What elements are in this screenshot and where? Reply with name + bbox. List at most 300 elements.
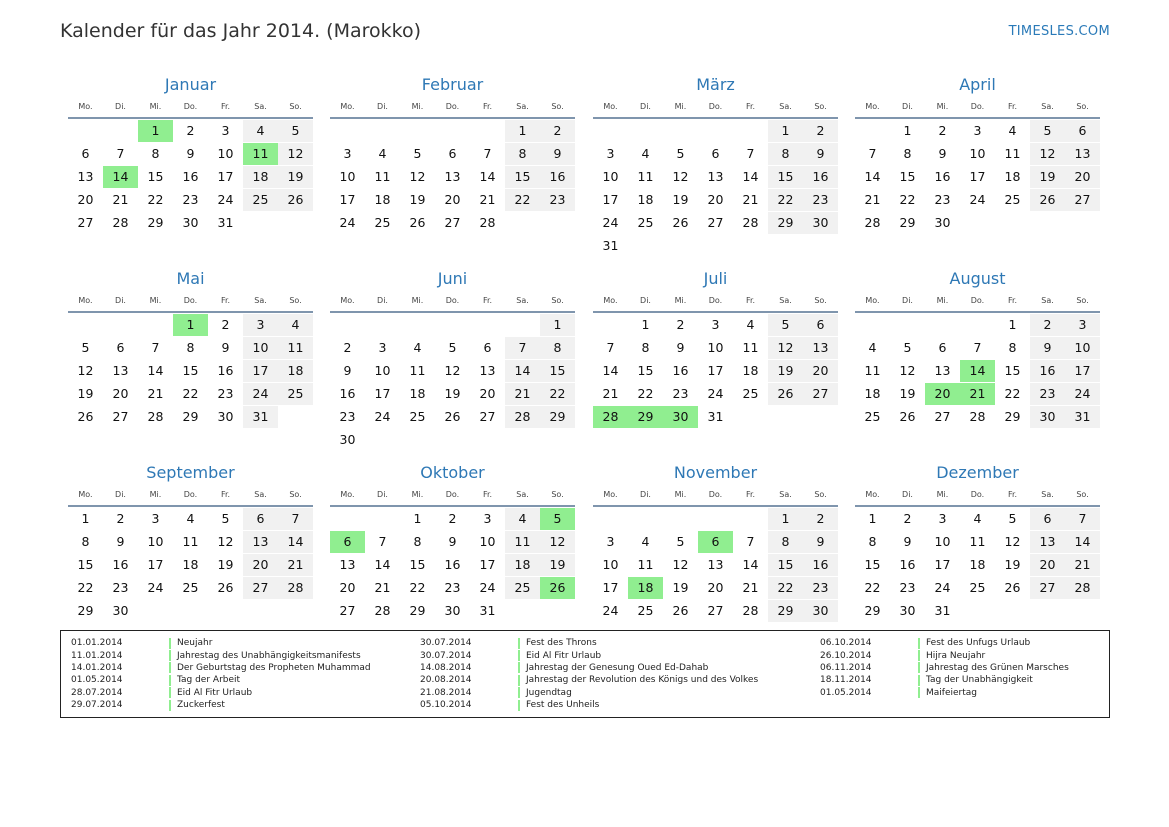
day-cell: 30 [803, 600, 838, 622]
week-row [330, 166, 575, 188]
holiday-marker [918, 662, 920, 673]
day-cell: 8 [186, 340, 195, 355]
day-cell: 6 [1030, 508, 1065, 530]
empty-cell [733, 406, 768, 428]
day-cell: 17 [969, 169, 986, 184]
week-row [593, 508, 838, 530]
weekday-label: Mo. [865, 296, 880, 305]
empty-cell [768, 406, 803, 428]
holiday-row [71, 699, 371, 711]
holiday-marker [169, 662, 171, 673]
day-cell: 14 [864, 169, 881, 184]
holiday-row [820, 637, 1069, 649]
day-cell: 17 [1065, 360, 1100, 382]
empty-cell [435, 429, 470, 451]
holiday-column [71, 637, 371, 711]
empty-cell [400, 429, 435, 451]
day-cell: 25 [374, 215, 391, 230]
weekday-label: Do. [183, 102, 198, 111]
day-cell: 13 [112, 363, 129, 378]
day-cell: 9 [1030, 337, 1065, 359]
weekday-label: Fr. [220, 102, 231, 111]
day-cell: 23 [112, 580, 129, 595]
holiday-date: 29.07.2014 [71, 700, 123, 711]
day-cell: 13 [444, 169, 461, 184]
day-cell: 10 [602, 557, 619, 572]
day-cell: 10 [934, 534, 951, 549]
day-cell: 21 [864, 192, 881, 207]
empty-cell [803, 235, 838, 257]
day-cell: 5 [676, 146, 685, 161]
day-cell: 11 [182, 534, 199, 549]
holiday-marker [518, 638, 520, 649]
day-cell: 13 [707, 169, 724, 184]
day-cell: 16 [803, 166, 838, 188]
weekday-label: Di. [640, 490, 651, 499]
day-cell: 27 [77, 215, 94, 230]
week-row [330, 383, 575, 405]
day-cell: 4 [641, 534, 650, 549]
day-cell: 20 [339, 580, 356, 595]
day-cell: 13 [934, 363, 951, 378]
day-cell: 28 [278, 577, 313, 599]
empty-cell [733, 120, 768, 142]
day-cell: 5 [676, 534, 685, 549]
weekday-label: So. [551, 296, 564, 305]
day-cell: 9 [938, 146, 947, 161]
day-cell: 12 [672, 169, 689, 184]
day-cell: 11 [374, 169, 391, 184]
day-cell: 5 [81, 340, 90, 355]
month-4 [68, 266, 313, 428]
day-cell: 14 [960, 360, 995, 382]
day-cell: 22 [768, 189, 803, 211]
day-cell: 19 [768, 360, 803, 382]
day-cell: 19 [540, 554, 575, 576]
day-cell: 27 [339, 603, 356, 618]
weekday-label: Fr. [482, 102, 493, 111]
day-cell: 29 [409, 603, 426, 618]
day-cell: 16 [112, 557, 129, 572]
week-row [593, 577, 838, 599]
empty-cell [68, 120, 103, 142]
weekday-label: Do. [708, 102, 723, 111]
day-cell: 14 [479, 169, 496, 184]
day-cell: 19 [899, 386, 916, 401]
day-cell: 30 [803, 212, 838, 234]
day-cell: 15 [182, 363, 199, 378]
day-cell: 7 [116, 146, 125, 161]
week-row [855, 143, 1100, 165]
day-cell: 22 [768, 577, 803, 599]
weekday-label: Mo. [78, 490, 93, 499]
weekday-label: Mo. [865, 102, 880, 111]
day-cell: 12 [540, 531, 575, 553]
day-cell: 7 [746, 146, 755, 161]
day-cell: 21 [278, 554, 313, 576]
month-5 [330, 266, 575, 451]
day-cell: 28 [593, 406, 628, 428]
empty-cell [365, 314, 400, 336]
day-cell: 11 [742, 340, 759, 355]
day-cell: 11 [1004, 146, 1021, 161]
empty-cell [925, 314, 960, 336]
day-cell: 31 [1065, 406, 1100, 428]
empty-cell [103, 314, 138, 336]
day-cell: 31 [602, 238, 619, 253]
weekday-label: Mi. [936, 296, 949, 305]
day-cell: 29 [864, 603, 881, 618]
day-cell: 18 [742, 363, 759, 378]
day-cell: 19 [409, 192, 426, 207]
month-name: August [949, 269, 1006, 288]
week-row [593, 406, 838, 428]
day-cell: 11 [409, 363, 426, 378]
weekday-label: Di. [640, 102, 651, 111]
day-cell: 1 [138, 120, 173, 142]
weekday-label: So. [1076, 102, 1089, 111]
day-cell: 18 [505, 554, 540, 576]
day-cell: 30 [444, 603, 461, 618]
holiday-row [820, 662, 1069, 674]
empty-cell [330, 120, 365, 142]
month-name: Mai [176, 269, 205, 288]
day-cell: 5 [903, 340, 912, 355]
weekday-label: Do. [970, 102, 985, 111]
weekday-label: Do. [708, 296, 723, 305]
weekday-label: Sa. [516, 490, 529, 499]
day-cell: 13 [339, 557, 356, 572]
day-cell: 5 [1030, 120, 1065, 142]
day-cell: 29 [899, 215, 916, 230]
day-cell: 11 [278, 337, 313, 359]
empty-cell [278, 406, 313, 428]
day-cell: 3 [343, 146, 352, 161]
day-cell: 15 [77, 557, 94, 572]
day-cell: 16 [444, 557, 461, 572]
weekday-label: Do. [708, 490, 723, 499]
weekday-label: Mi. [411, 490, 424, 499]
day-cell: 7 [746, 534, 755, 549]
empty-cell [470, 314, 505, 336]
day-cell: 15 [540, 360, 575, 382]
day-cell: 4 [413, 340, 422, 355]
day-cell: 7 [868, 146, 877, 161]
day-cell: 16 [672, 363, 689, 378]
holiday-marker [918, 675, 920, 686]
month-name: Dezember [936, 463, 1019, 482]
weekday-label: Sa. [254, 102, 267, 111]
month-2 [593, 72, 838, 257]
empty-cell [435, 120, 470, 142]
day-cell: 25 [182, 580, 199, 595]
weekday-label: Mi. [674, 296, 687, 305]
weekday-label: Mo. [603, 490, 618, 499]
day-cell: 20 [243, 554, 278, 576]
day-cell: 4 [973, 511, 982, 526]
empty-cell [960, 212, 995, 234]
weekday-label: Mi. [674, 102, 687, 111]
week-row [68, 554, 313, 576]
day-cell: 5 [278, 120, 313, 142]
holiday-marker [918, 687, 920, 698]
weekday-label: Mo. [340, 102, 355, 111]
day-cell: 4 [278, 314, 313, 336]
day-cell: 26 [672, 215, 689, 230]
day-cell: 26 [540, 577, 575, 599]
holiday-marker [169, 687, 171, 698]
empty-cell [330, 508, 365, 530]
day-cell: 8 [768, 531, 803, 553]
day-cell: 19 [1030, 166, 1065, 188]
day-cell: 28 [742, 215, 759, 230]
day-cell: 29 [628, 406, 663, 428]
week-row [855, 166, 1100, 188]
day-cell: 1 [641, 317, 650, 332]
day-cell: 17 [339, 192, 356, 207]
day-cell: 12 [768, 337, 803, 359]
weekday-label: So. [1076, 296, 1089, 305]
day-cell: 31 [934, 603, 951, 618]
weekday-label: Sa. [779, 490, 792, 499]
empty-cell [733, 508, 768, 530]
holiday-date: 20.08.2014 [420, 675, 472, 686]
week-row [593, 531, 838, 553]
weekday-label: Di. [902, 102, 913, 111]
day-cell: 1 [173, 314, 208, 336]
day-cell: 6 [1065, 120, 1100, 142]
weekday-label: Mi. [149, 490, 162, 499]
empty-cell [435, 314, 470, 336]
day-cell: 28 [742, 603, 759, 618]
day-cell: 20 [1065, 166, 1100, 188]
week-row [855, 406, 1100, 428]
holiday-name: Jahrestag der Genesung Oued Ed-Dahab [526, 662, 709, 673]
day-cell: 24 [243, 383, 278, 405]
day-cell: 6 [938, 340, 947, 355]
day-cell: 15 [147, 169, 164, 184]
holiday-date: 01.05.2014 [820, 687, 872, 698]
empty-cell [733, 235, 768, 257]
holiday-name: Hijra Neujahr [926, 650, 986, 661]
weekday-label: Fr. [220, 490, 231, 499]
weekday-label: Mi. [936, 102, 949, 111]
weekday-header [330, 485, 575, 507]
weekday-header [330, 97, 575, 119]
empty-cell [365, 429, 400, 451]
weekday-label: Di. [377, 296, 388, 305]
day-cell: 23 [339, 409, 356, 424]
day-cell: 1 [413, 511, 422, 526]
week-row [68, 360, 313, 382]
day-cell: 28 [374, 603, 391, 618]
day-cell: 27 [803, 383, 838, 405]
holiday-name: Jahrestag des Grünen Marsches [926, 662, 1069, 673]
day-cell: 7 [1065, 508, 1100, 530]
holiday-marker [169, 638, 171, 649]
weekday-label: Mi. [149, 102, 162, 111]
week-row [68, 143, 313, 165]
day-cell: 3 [378, 340, 387, 355]
day-cell: 4 [186, 511, 195, 526]
day-cell: 29 [182, 409, 199, 424]
day-cell: 8 [151, 146, 160, 161]
day-cell: 21 [602, 386, 619, 401]
month-10 [593, 460, 838, 622]
day-cell: 24 [934, 580, 951, 595]
day-cell: 3 [938, 511, 947, 526]
empty-cell [138, 314, 173, 336]
day-cell: 28 [969, 409, 986, 424]
day-cell: 17 [147, 557, 164, 572]
day-cell: 6 [711, 146, 720, 161]
day-cell: 25 [864, 409, 881, 424]
empty-cell [890, 314, 925, 336]
day-cell: 7 [483, 146, 492, 161]
day-cell: 28 [505, 406, 540, 428]
empty-cell [628, 508, 663, 530]
day-cell: 8 [540, 337, 575, 359]
week-row [593, 166, 838, 188]
holiday-legend [60, 630, 1110, 718]
day-cell: 22 [899, 192, 916, 207]
holiday-marker [918, 638, 920, 649]
day-cell: 11 [637, 557, 654, 572]
day-cell: 12 [1030, 143, 1065, 165]
empty-cell [698, 235, 733, 257]
holiday-marker [518, 675, 520, 686]
holiday-marker [518, 662, 520, 673]
day-cell: 24 [147, 580, 164, 595]
weekday-label: Do. [445, 102, 460, 111]
day-cell: 30 [1030, 406, 1065, 428]
day-cell: 10 [1065, 337, 1100, 359]
week-row [330, 406, 575, 428]
month-7 [855, 266, 1100, 428]
weekday-label: Sa. [254, 490, 267, 499]
month-name: Oktober [420, 463, 485, 482]
weekday-header [855, 485, 1100, 507]
week-row [68, 166, 313, 188]
day-cell: 16 [182, 169, 199, 184]
weekday-label: Di. [902, 490, 913, 499]
weekday-label: So. [814, 102, 827, 111]
day-cell: 18 [182, 557, 199, 572]
day-cell: 12 [444, 363, 461, 378]
day-cell: 25 [637, 603, 654, 618]
day-cell: 26 [444, 409, 461, 424]
weekday-label: Sa. [779, 102, 792, 111]
weekday-label: Sa. [1041, 490, 1054, 499]
week-row [330, 314, 575, 336]
day-cell: 18 [374, 192, 391, 207]
weekday-label: Di. [377, 490, 388, 499]
week-row [330, 600, 575, 622]
day-cell: 18 [637, 192, 654, 207]
day-cell: 23 [444, 580, 461, 595]
day-cell: 2 [938, 123, 947, 138]
day-cell: 4 [641, 146, 650, 161]
holiday-date: 28.07.2014 [71, 687, 123, 698]
weekday-label: Fr. [745, 102, 756, 111]
holiday-row [420, 687, 758, 699]
day-cell: 12 [1004, 534, 1021, 549]
day-cell: 3 [606, 534, 615, 549]
empty-cell [330, 314, 365, 336]
week-row [68, 577, 313, 599]
day-cell: 1 [540, 314, 575, 336]
day-cell: 16 [934, 169, 951, 184]
empty-cell [505, 212, 540, 234]
day-cell: 5 [413, 146, 422, 161]
weekday-label: Fr. [482, 490, 493, 499]
week-row [330, 120, 575, 142]
week-row [855, 577, 1100, 599]
holiday-date: 18.11.2014 [820, 675, 872, 686]
day-cell: 14 [505, 360, 540, 382]
weekday-label: Mi. [411, 296, 424, 305]
week-row [68, 600, 313, 622]
day-cell: 2 [343, 340, 352, 355]
day-cell: 22 [637, 386, 654, 401]
day-cell: 25 [637, 215, 654, 230]
week-row [330, 143, 575, 165]
day-cell: 21 [1065, 554, 1100, 576]
week-row [855, 531, 1100, 553]
empty-cell [400, 314, 435, 336]
holiday-date: 14.08.2014 [420, 662, 472, 673]
day-cell: 11 [243, 143, 278, 165]
weekday-label: So. [551, 490, 564, 499]
day-cell: 2 [676, 317, 685, 332]
weekday-label: Do. [183, 490, 198, 499]
day-cell: 18 [243, 166, 278, 188]
day-cell: 24 [602, 215, 619, 230]
day-cell: 27 [707, 215, 724, 230]
weekday-header [593, 291, 838, 313]
day-cell: 14 [278, 531, 313, 553]
weekday-header [68, 97, 313, 119]
day-cell: 15 [768, 166, 803, 188]
day-cell: 12 [77, 363, 94, 378]
day-cell: 26 [672, 603, 689, 618]
weekday-label: Mi. [411, 102, 424, 111]
day-cell: 20 [707, 580, 724, 595]
holiday-name: Eid Al Fitr Urlaub [177, 687, 253, 698]
month-name: September [146, 463, 235, 482]
day-cell: 20 [1030, 554, 1065, 576]
week-row [330, 337, 575, 359]
day-cell: 6 [116, 340, 125, 355]
empty-cell [243, 600, 278, 622]
holiday-row [420, 637, 758, 649]
day-cell: 7 [505, 337, 540, 359]
weekday-label: Sa. [1041, 296, 1054, 305]
holiday-date: 30.07.2014 [420, 650, 472, 661]
weekday-header [855, 97, 1100, 119]
day-cell: 14 [1065, 531, 1100, 553]
weekday-label: Mi. [149, 296, 162, 305]
day-cell: 18 [628, 577, 663, 599]
day-cell: 18 [864, 386, 881, 401]
brand-link[interactable]: TIMESLES.COM [1008, 24, 1110, 39]
day-cell: 11 [864, 363, 881, 378]
week-row [593, 235, 838, 257]
day-cell: 2 [448, 511, 457, 526]
weekday-label: So. [289, 102, 302, 111]
week-row [593, 143, 838, 165]
day-cell: 31 [243, 406, 278, 428]
